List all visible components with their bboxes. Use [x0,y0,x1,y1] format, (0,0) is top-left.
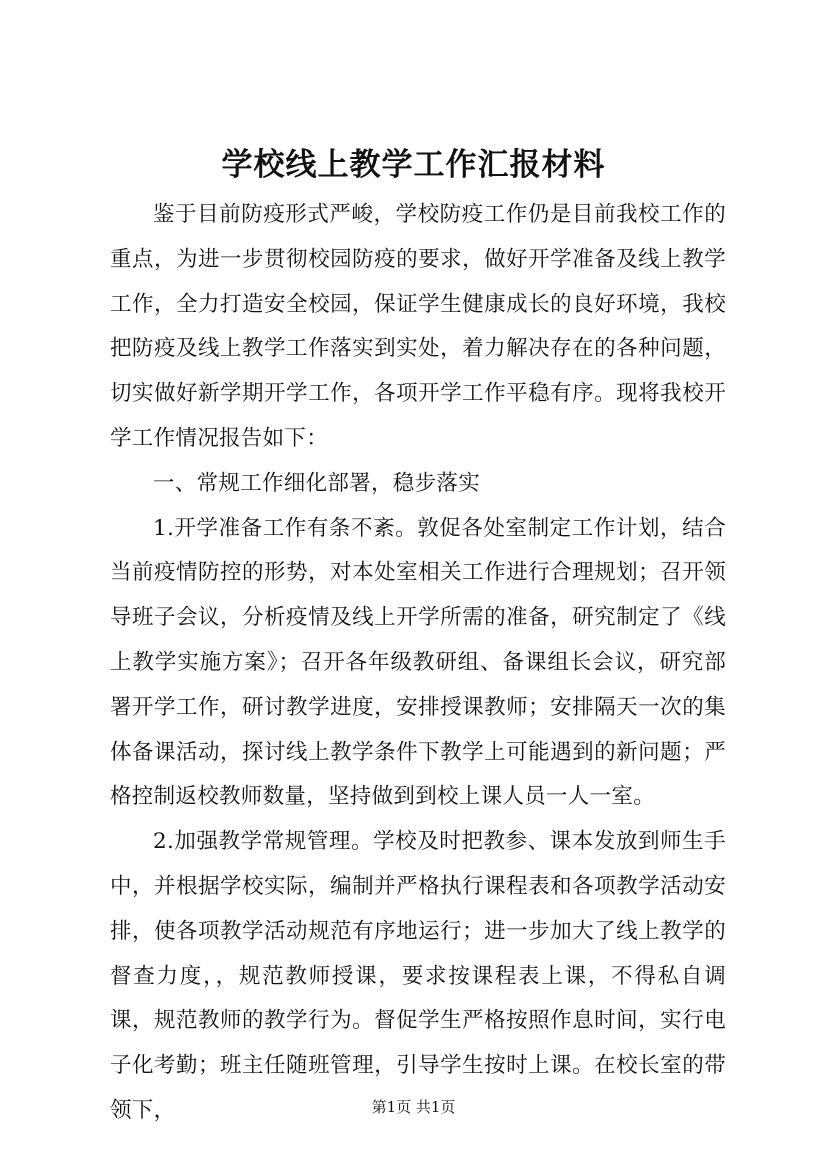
page-footer: 第1页 共1页 [371,1098,456,1116]
section-heading-1: 一、常规工作细化部署，稳步落实 [153,470,481,496]
paragraph-item-1: 1.开学准备工作有条不紊。敦促各处室制定工作计划，结合当前疫情防控的形势，对本处室相关工作进行合理规划；召开领导班子会议，分析疫情及线上开学所需的准备，研究制定了《线上教学实施方案》；召开各年级教研组、备课组长会议，研究部署开学工作，研讨教学进度，安排授课教师；安排隔天一次的集体备课活动，探讨线上教学条件下教学上可能遇到的新问题；严格控制返校教师数量，坚持做到到校上课人员一人一室。 [110,515,726,810]
document-body [110,193,726,1134]
document-title: 学校线上教学工作汇报材料 [221,147,606,183]
paragraph-intro: 鉴于目前防疫形式严峻，学校防疫工作仍是目前我校工作的重点，为进一步贯彻校园防疫的要求，做好开学准备及线上教学工作，全力打造安全校园，保证学生健康成长的良好环境，我校把防疫及线上教学工作落实到实处，着力解决存在的各种问题，切实做好新学期开学工作，各项开学工作平稳有序。现将我校开学工作情况报告如下： [110,202,726,451]
paragraph-item-2: 2.加强教学常规管理。学校及时把教参、课本发放到师生手中，并根据学校实际，编制并严格执行课程表和各项教学活动安排，使各项教学活动规范有序地运行；进一步加大了线上教学的督查力度，，规范教师授课，要求按课程表上课，不得私自调课，规范教师的教学行为。督促学生严格按照作息时间，实行电子化考勤；班主任随班管理，引导学生按时上课。在校长室的带领下， [110,829,726,1123]
